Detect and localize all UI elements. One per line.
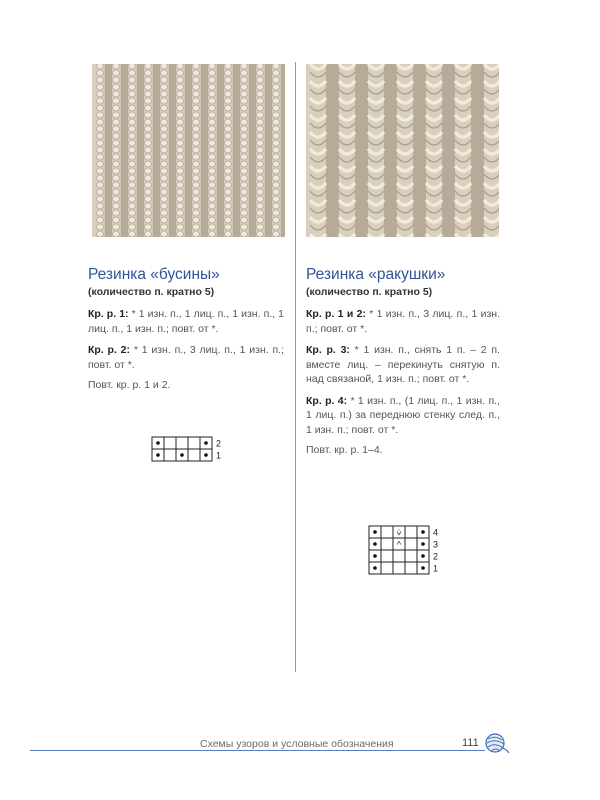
- pattern-title: Резинка «ракушки»: [306, 266, 446, 283]
- footer-rule: [30, 750, 485, 751]
- purl-dot: [373, 554, 377, 558]
- column-divider: [295, 62, 296, 672]
- pattern-subtitle: (количество п. кратно 5): [88, 286, 215, 298]
- purl-dot: [421, 530, 425, 534]
- purl-dot: [156, 453, 160, 457]
- knitting-chart-beads: [152, 437, 242, 463]
- chart-cell: [405, 562, 417, 574]
- footer-section-title: Схемы узоров и условные обозначения: [200, 738, 394, 750]
- row-instruction: Кр. р. 3: * 1 изн. п., снять 1 п. – 2 п. вместе лиц. – перекинуть снятую п. над связаной, 1 изн. п.; повт. от *.: [306, 344, 500, 385]
- chart-cell: [393, 550, 405, 562]
- repeat-note: Повт. кр. р. 1–4.: [306, 444, 383, 456]
- chart-cell: [405, 538, 417, 550]
- chart-cell: [188, 437, 200, 449]
- chart-cell: [381, 538, 393, 550]
- chart-cell: [176, 437, 188, 449]
- row-number: 4: [433, 527, 439, 538]
- repeat-note: Повт. кр. р. 1 и 2.: [88, 379, 171, 391]
- row-instruction: Кр. р. 1: * 1 изн. п., 1 лиц. п., 1 изн. п., 1 лиц. п., 1 изн. п.; повт. от *.: [88, 308, 284, 335]
- pattern-subtitle: (количество п. кратно 5): [306, 286, 433, 298]
- row-number: 2: [433, 551, 439, 562]
- row-number: 3: [433, 539, 439, 550]
- swatch-photo-beads: [92, 64, 285, 237]
- stitch-symbol: ⩒: [396, 527, 402, 538]
- stitch-symbol: ^: [396, 539, 402, 550]
- left-pattern: [88, 266, 284, 391]
- chart-cell: [381, 550, 393, 562]
- chart-cell: [405, 550, 417, 562]
- chart-cell: [393, 562, 405, 574]
- purl-dot: [204, 453, 208, 457]
- row-instruction: Кр. р. 1 и 2: * 1 изн. п., 3 лиц. п., 1 изн. п.; повт. от *.: [306, 308, 500, 335]
- purl-dot: [156, 441, 160, 445]
- row-instruction: Кр. р. 4: * 1 изн. п., (1 лиц. п., 1 изн. п., 1 лиц. п.) за переднюю стенку след. п., 1 изн. п.; повт. от *.: [306, 394, 500, 436]
- purl-dot: [373, 542, 377, 546]
- right-pattern: [306, 266, 500, 456]
- chart-cell: [381, 562, 393, 574]
- row-instruction: Кр. р. 2: * 1 изн. п., 3 лиц. п., 1 изн. п.; повт. от *.: [88, 344, 284, 371]
- row-number: 1: [433, 563, 439, 574]
- page-number: 111: [462, 737, 479, 749]
- chart-cell: [381, 526, 393, 538]
- purl-dot: [373, 530, 377, 534]
- chart-cell: [405, 526, 417, 538]
- swatch-photo-shells: [306, 64, 499, 237]
- purl-dot: [180, 453, 184, 457]
- chart-cell: [164, 437, 176, 449]
- chart-cell: [188, 449, 200, 461]
- purl-dot: [204, 441, 208, 445]
- chart-cell: [164, 449, 176, 461]
- purl-dot: [421, 566, 425, 570]
- row-number: 2: [216, 438, 222, 449]
- purl-dot: [421, 542, 425, 546]
- yarn-ball-icon: [484, 732, 510, 759]
- pattern-title: Резинка «бусины»: [88, 266, 220, 283]
- knitting-chart-shells: [369, 526, 459, 576]
- purl-dot: [373, 566, 377, 570]
- row-number: 1: [216, 450, 222, 461]
- purl-dot: [421, 554, 425, 558]
